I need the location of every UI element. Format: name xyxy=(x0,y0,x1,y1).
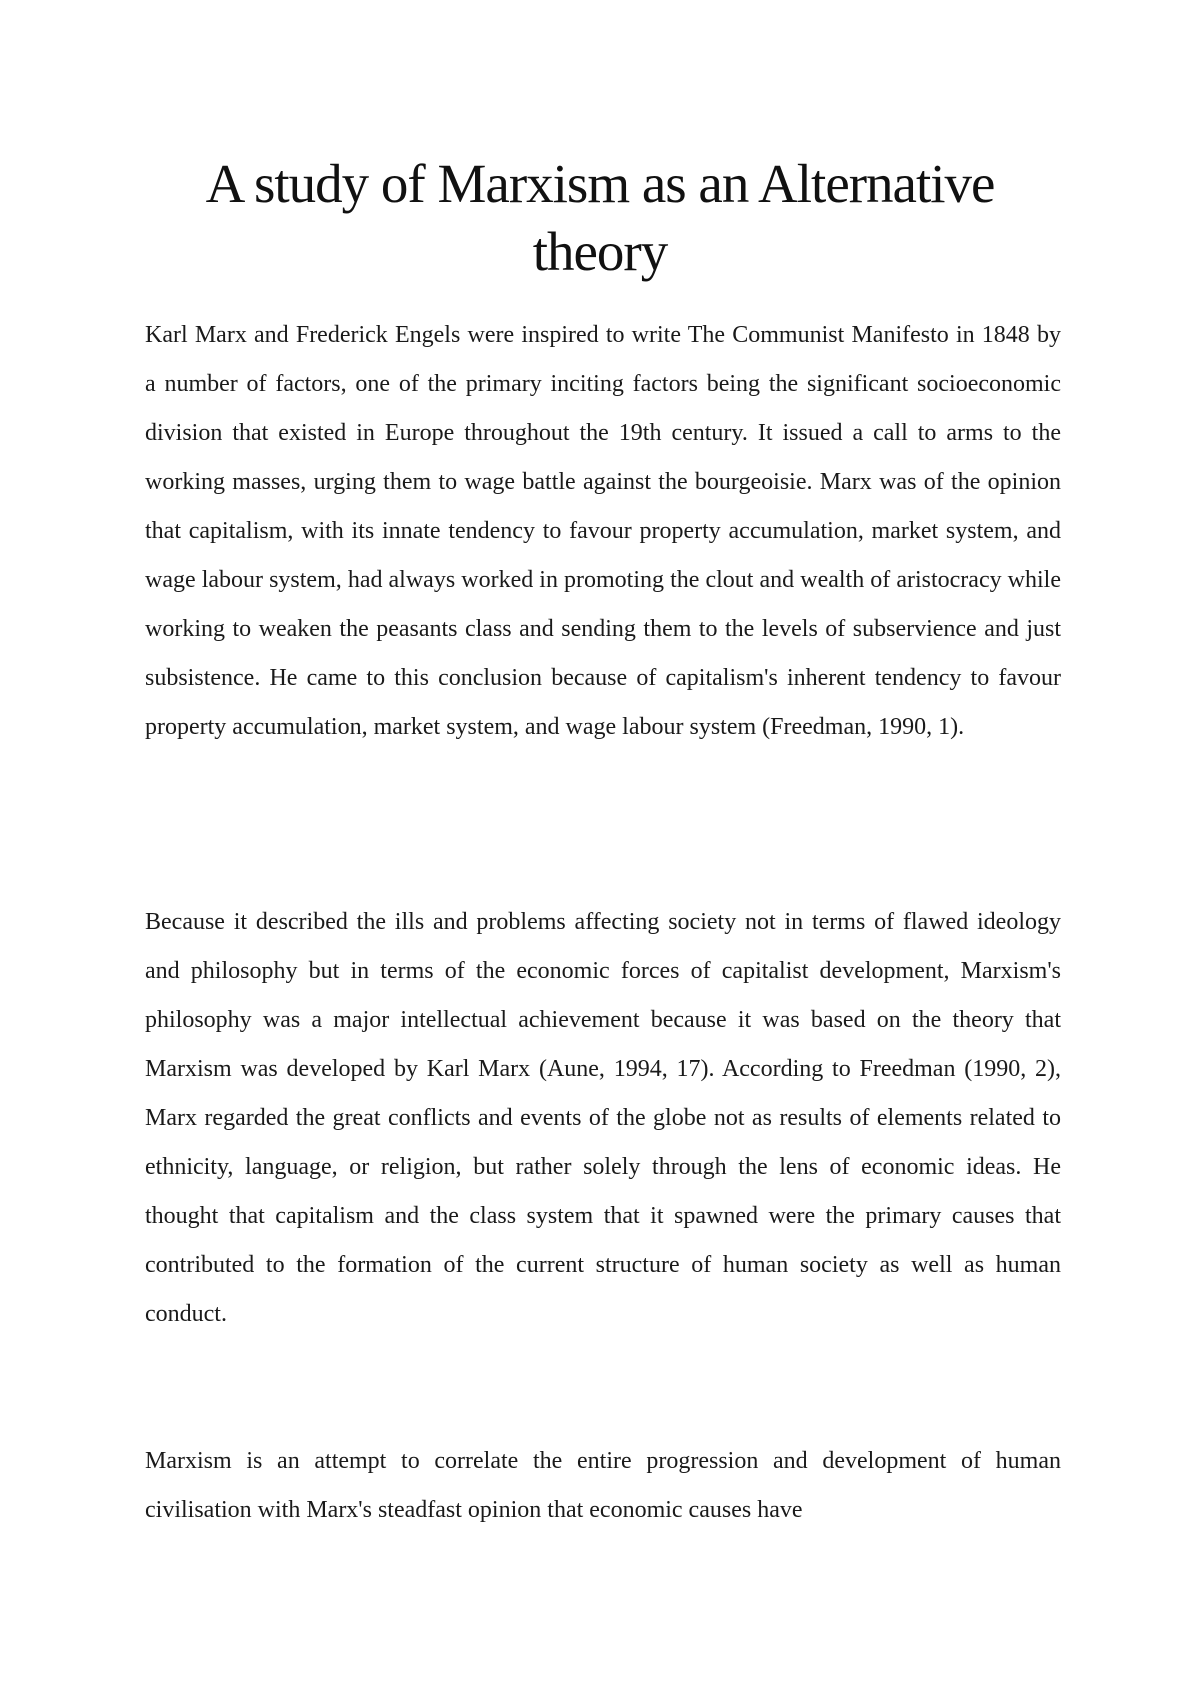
document-title: A study of Marxism as an Alternative theory xyxy=(205,153,995,282)
paragraph-1: Karl Marx and Frederick Engels were inspired to write The Communist Manifesto in 1848 by a number of factors, one of the primary inciting factors being the significant socioeconomic division that existed in Europe throughout the 19th century. It issued a call to arms to the working masses, urging them to wage battle against the bourgeoisie. Marx was of the opinion that capitalism, with its innate tendency to favour property accumulation, market system, and wage labour system, had always worked in promoting the clout and wealth of aristocracy while working to weaken the peasants class and sending them to the levels of subservience and just subsistence. He came to this conclusion because of capitalism's inherent tendency to favour property accumulation, market system, and wage labour system (Freedman, 1990, 1). xyxy=(145,322,1061,740)
paragraph-3: Marxism is an attempt to correlate the entire progression and development of human civilisation with Marx's steadfast opinion that economic causes have xyxy=(145,1448,1061,1523)
paragraph-2: Because it described the ills and problems affecting society not in terms of flawed ideology and philosophy but in terms of the economic forces of capitalist development, Marxism's philosophy was a major intellectual achievement because it was based on the theory that Marxism was developed by Karl Marx (Aune, 1994, 17). According to Freedman (1990, 2), Marx regarded the great conflicts and events of the globe not as results of elements related to ethnicity, language, or religion, but rather solely through the lens of economic ideas. He thought that capitalism and the class system that it spawned were the primary causes that contributed to the formation of the current structure of human society as well as human conduct. xyxy=(145,909,1061,1327)
